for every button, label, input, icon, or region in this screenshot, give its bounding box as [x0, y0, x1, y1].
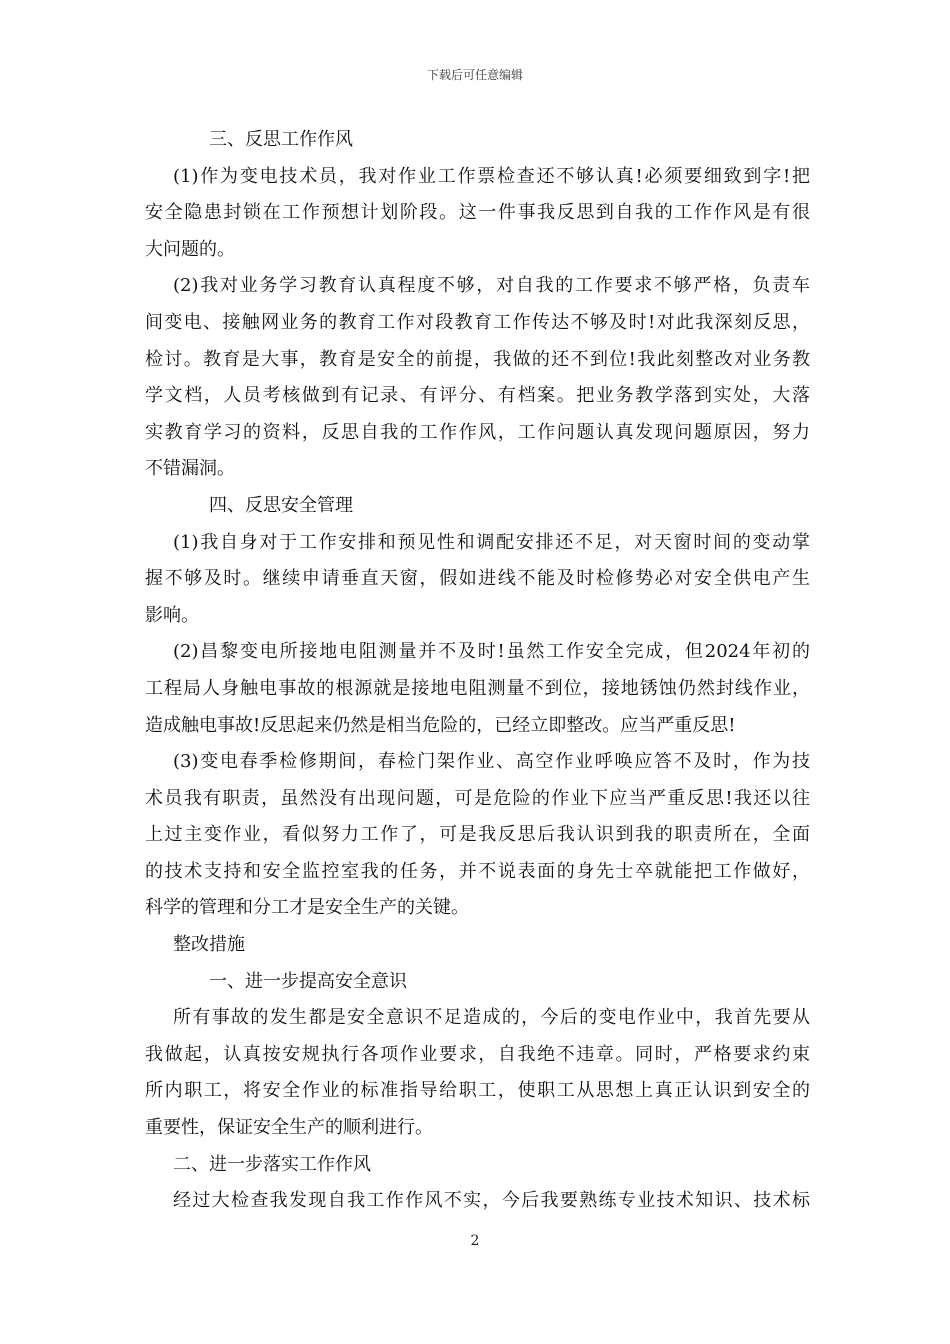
section-heading: 三、反思工作作风 [209, 129, 353, 150]
paragraph-line: 不错漏洞。 [145, 458, 235, 480]
paragraph-line: 科学的管理和分工才是安全生产的关键。 [145, 897, 469, 919]
page-number: 2 [470, 1233, 480, 1249]
paragraph-line: 术员我有职责，虽然没有出现问题，可是危险的作业下应当严重反思!我还以往 [145, 787, 810, 809]
paragraph-line: (2)我对业务学习教育认真程度不够，对自我的工作要求不够严格，负责车 [173, 275, 810, 297]
paragraph-line: 我做起，认真按安规执行各项作业要求，自我绝不违章。同时，严格要求约束 [145, 1043, 810, 1065]
paragraph-line: 检讨。教育是大事，教育是安全的前提，我做的还不到位!我此刻整改对业务教 [145, 348, 810, 370]
paragraph-line: 造成触电事故!反思起来仍然是相当危险的，已经立即整改。应当严重反思! [145, 714, 736, 736]
paragraph-line: (1)我自身对于工作安排和预见性和调配安排还不足，对天窗时间的变动掌 [173, 531, 810, 553]
section-heading: 整改措施 [173, 934, 245, 956]
paragraph-line: 安全隐患封锁在工作预想计划阶段。这一件事我反思到自我的工作作风是有很 [145, 202, 810, 224]
paragraph-line: 大问题的。 [145, 238, 235, 260]
paragraph-line: 所内职工，将安全作业的标准指导给职工，使职工从思想上真正认识到安全的 [145, 1080, 810, 1102]
paragraph-line: (1)作为变电技术员，我对作业工作票检查还不够认真!必须要细致到字!把 [173, 165, 810, 187]
section-heading: 一、进一步提高安全意识 [209, 970, 407, 992]
paragraph-line: (2)昌黎变电所接地电阻测量并不及时!虽然工作安全完成，但2024年初的 [173, 641, 810, 663]
paragraph-line: 的技术支持和安全监控室我的任务，并不说表面的身先士卒就能把工作做好， [145, 860, 810, 882]
paragraph-line: 握不够及时。继续申请垂直天窗，假如进线不能及时检修势必对安全供电产生 [145, 568, 810, 590]
paragraph-line: 实教育学习的资料，反思自我的工作作风，工作问题认真发现问题原因，努力 [145, 421, 810, 443]
section-heading: 二、进一步落实工作作风 [173, 1153, 371, 1175]
paragraph-line: 所有事故的发生都是安全意识不足造成的，今后的变电作业中，我首先要从 [173, 1007, 810, 1029]
paragraph-line: 重要性，保证安全生产的顺利进行。 [145, 1117, 433, 1139]
paragraph-line: (3)变电春季检修期间，春检门架作业、高空作业呼唤应答不及时，作为技 [173, 751, 810, 773]
page-header: 下载后可任意编辑 [426, 68, 523, 82]
paragraph-line: 上过主变作业，看似努力工作了，可是我反思后我认识到我的职责所在，全面 [145, 824, 810, 846]
paragraph-line: 学文档，人员考核做到有记录、有评分、有档案。把业务教学落到实处，大落 [145, 385, 810, 407]
document-body [145, 122, 810, 1220]
paragraph-line: 经过大检查我发现自我工作作风不实，今后我要熟练专业技术知识、技术标 [173, 1190, 810, 1212]
paragraph-line: 影响。 [145, 604, 199, 626]
paragraph-line: 间变电、接触网业务的教育工作对段教育工作传达不够及时!对此我深刻反思， [145, 311, 810, 333]
paragraph-line: 工程局人身触电事故的根源就是接地电阻测量不到位，接地锈蚀仍然封线作业， [145, 677, 810, 699]
section-heading: 四、反思安全管理 [209, 494, 353, 516]
